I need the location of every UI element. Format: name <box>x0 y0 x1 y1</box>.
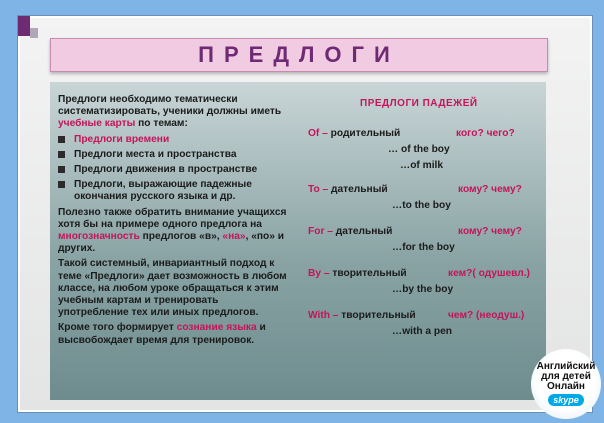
content-panel <box>50 82 546 400</box>
list-item <box>58 179 290 203</box>
case-name: дательный <box>332 226 393 237</box>
list-item <box>58 164 290 176</box>
case-question: чем? (неодуш.) <box>448 310 525 321</box>
page-title: ПРЕДЛОГИ <box>198 42 400 67</box>
left-column <box>58 94 290 350</box>
list-item-label: Предлоги, выражающие падежные окончания русского языка и др. <box>74 179 252 203</box>
highlight-text: учебные карты <box>58 118 136 130</box>
case-question: кого? чего? <box>456 128 515 139</box>
bullet-icon <box>58 166 65 173</box>
highlight-text: сознание языка <box>176 322 257 334</box>
case-label <box>308 268 407 279</box>
section-title: ПРЕДЛОГИ ПАДЕЖЕЙ <box>360 98 478 109</box>
text: предлогов «в», <box>139 231 223 243</box>
case-row-of <box>308 128 544 142</box>
text: Кроме того формирует <box>58 322 177 334</box>
corner-decor <box>18 16 30 36</box>
case-row-for <box>308 226 544 240</box>
case-name: творительный <box>329 268 407 279</box>
case-question: кем?( одушевл.) <box>448 268 530 279</box>
watermark-badge <box>531 349 601 419</box>
case-label <box>308 184 388 195</box>
paragraph-2 <box>58 207 290 256</box>
case-question: кому? чему? <box>458 184 522 195</box>
case-question: кому? чему? <box>458 226 522 237</box>
preposition: With – <box>308 310 339 321</box>
list-item-label: Предлоги места и пространства <box>74 148 237 160</box>
bullet-icon <box>58 151 65 158</box>
paragraph-3: Такой системный, инвариантный подход к теме «Предлоги» дает возможность в любом классе, на любом уроке обращаться к этим учебным картам и тренировать употребление тех или иных предлогов. <box>58 258 287 319</box>
example-text: …with a pen <box>392 326 452 337</box>
badge-text: для детей <box>541 371 591 382</box>
corner-decor <box>30 28 38 38</box>
highlight-text: многозначность <box>58 231 140 243</box>
list-item <box>58 149 290 161</box>
case-name: дательный <box>328 184 388 195</box>
text: Предлоги необходимо тематически систематизировать, ученики должны иметь <box>58 94 282 118</box>
case-row-by <box>308 268 544 282</box>
example-text: …for the boy <box>392 242 455 253</box>
bullet-icon <box>58 136 65 143</box>
badge-text: Английский <box>536 361 596 372</box>
case-label <box>308 226 392 237</box>
case-row-to <box>308 184 544 198</box>
case-row-with <box>308 310 544 324</box>
skype-logo: skype <box>548 394 584 406</box>
case-name: родительный <box>327 128 401 139</box>
text: Полезно также обратить внимание учащихся хотя бы на примере одного предлога на <box>58 206 287 230</box>
example-text: …of milk <box>400 160 444 171</box>
bullet-icon <box>58 181 65 188</box>
preposition: To – <box>308 184 329 195</box>
title-bar <box>50 38 548 72</box>
list-item <box>58 134 290 146</box>
list-item-label: Предлоги времени <box>74 133 170 145</box>
example-text: … of the boy <box>388 144 450 155</box>
preposition: For – <box>308 226 333 237</box>
badge-text: Онлайн <box>547 381 585 392</box>
case-name: творительный <box>338 310 416 321</box>
list-item-label: Предлоги движения в пространстве <box>74 164 258 176</box>
example-text: …to the boy <box>392 200 451 211</box>
text: по темам: <box>135 118 188 130</box>
preposition: Of – <box>308 128 328 139</box>
highlight-text: «на» <box>222 231 246 243</box>
text: , «по» и других. <box>58 231 285 255</box>
text: и высвобождает время для тренировок. <box>58 322 266 346</box>
case-label <box>308 310 416 321</box>
paragraph-4 <box>58 322 290 346</box>
case-label <box>308 128 400 139</box>
paragraph-1 <box>58 94 290 131</box>
example-text: …by the boy <box>392 284 454 295</box>
preposition: By – <box>308 268 330 279</box>
topic-list <box>58 134 290 204</box>
